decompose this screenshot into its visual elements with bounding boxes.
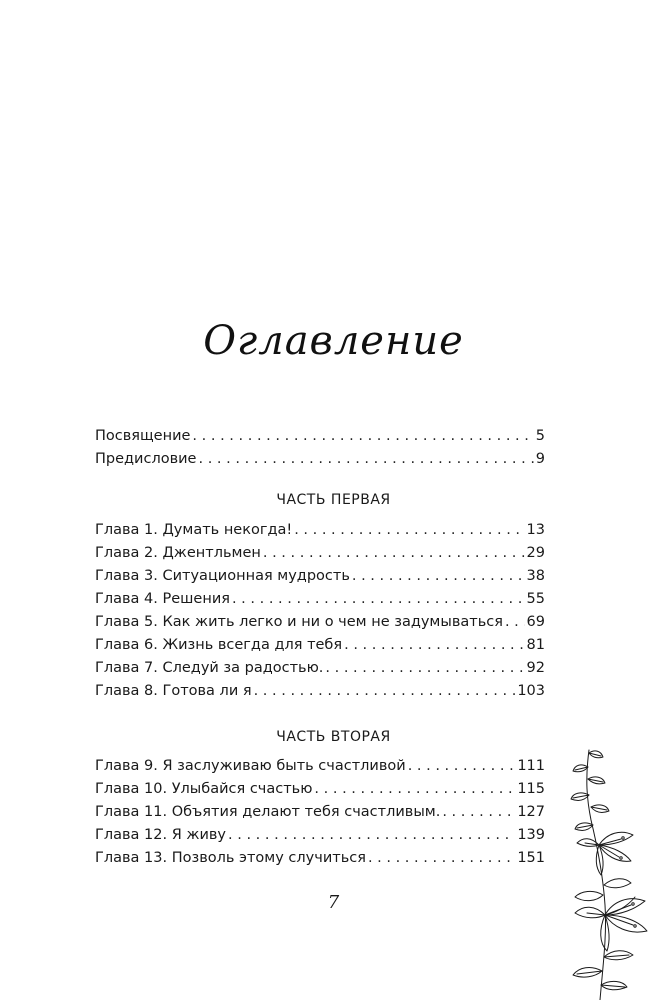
dot-leader — [442, 801, 515, 824]
toc-entry-chapter-10[interactable] — [95, 778, 545, 801]
toc-entry-chapter-2[interactable] — [95, 542, 545, 565]
toc-entry-page: 151 — [517, 850, 545, 866]
toc-entry-chapter-7[interactable] — [95, 657, 545, 680]
toc-entry-page: 38 — [526, 568, 545, 584]
toc-entry-page: 111 — [517, 758, 545, 774]
toc-entry-page: 13 — [526, 522, 545, 538]
dot-leader — [352, 565, 525, 588]
dot-leader — [254, 680, 516, 703]
front-matter-list — [95, 425, 545, 471]
dot-leader — [228, 824, 515, 847]
toc-entry-page: 5 — [535, 428, 545, 444]
part-one-chapter-list — [95, 519, 545, 703]
dot-leader — [263, 542, 525, 565]
toc-entry-page: 115 — [517, 781, 545, 797]
dot-leader — [408, 755, 516, 778]
dot-leader — [198, 448, 533, 471]
dot-leader — [344, 634, 524, 657]
dot-leader — [294, 519, 524, 542]
dot-leader — [505, 611, 525, 634]
toc-entry-label: Посвящение — [95, 428, 191, 444]
dot-leader — [232, 588, 525, 611]
toc-entry-preface[interactable] — [95, 448, 545, 471]
toc-entry-page: 9 — [535, 451, 545, 467]
toc-entry-chapter-8[interactable] — [95, 680, 545, 703]
dot-leader — [368, 847, 515, 870]
dot-leader — [314, 778, 515, 801]
toc-entry-page: 139 — [517, 827, 545, 843]
toc-entry-chapter-12[interactable] — [95, 824, 545, 847]
toc-entry-label: Глава 11. Объятия делают тебя счастливым. — [95, 804, 441, 820]
part-two-heading: ЧАСТЬ ВТОРАЯ — [276, 729, 391, 745]
toc-entry-label: Глава 4. Решения — [95, 591, 230, 607]
dot-leader — [192, 425, 533, 448]
toc-entry-chapter-11[interactable] — [95, 801, 545, 824]
part-two-chapter-list — [95, 755, 545, 870]
page-title: Оглавление — [203, 318, 464, 364]
floral-branch-icon — [555, 745, 667, 1000]
toc-entry-label: Глава 10. Улыбайся счастью — [95, 781, 313, 797]
dot-leader — [325, 657, 524, 680]
toc-entry-label: Глава 7. Следуй за радостью. — [95, 660, 324, 676]
toc-entry-label: Глава 2. Джентльмен — [95, 545, 261, 561]
toc-entry-page: 103 — [517, 683, 545, 699]
toc-entry-label: Глава 5. Как жить легко и ни о чем не задумываться — [95, 614, 503, 630]
toc-entry-chapter-4[interactable] — [95, 588, 545, 611]
toc-entry-chapter-5[interactable] — [95, 611, 545, 634]
toc-entry-label: Глава 6. Жизнь всегда для тебя — [95, 637, 343, 653]
toc-entry-page: 127 — [517, 804, 545, 820]
toc-entry-chapter-13[interactable] — [95, 847, 545, 870]
toc-entry-label: Глава 12. Я живу — [95, 827, 227, 843]
toc-entry-page: 92 — [526, 660, 545, 676]
toc-entry-chapter-6[interactable] — [95, 634, 545, 657]
toc-entry-label: Глава 1. Думать некогда! — [95, 522, 293, 538]
toc-entry-page: 29 — [526, 545, 545, 561]
toc-entry-chapter-3[interactable] — [95, 565, 545, 588]
toc-entry-label: Глава 3. Ситуационная мудрость — [95, 568, 350, 584]
toc-entry-label: Глава 13. Позволь этому случиться — [95, 850, 366, 866]
toc-entry-page: 81 — [526, 637, 545, 653]
toc-entry-label: Глава 9. Я заслуживаю быть счастливой — [95, 758, 406, 774]
part-one-heading: ЧАСТЬ ПЕРВАЯ — [276, 492, 391, 508]
toc-entry-page: 55 — [526, 591, 545, 607]
toc-entry-chapter-1[interactable] — [95, 519, 545, 542]
toc-entry-label: Глава 8. Готова ли я — [95, 683, 252, 699]
toc-entry-chapter-9[interactable] — [95, 755, 545, 778]
toc-entry-page: 69 — [526, 614, 545, 630]
page-number: 7 — [327, 892, 340, 913]
toc-entry-dedication[interactable] — [95, 425, 545, 448]
toc-entry-label: Предисловие — [95, 451, 197, 467]
